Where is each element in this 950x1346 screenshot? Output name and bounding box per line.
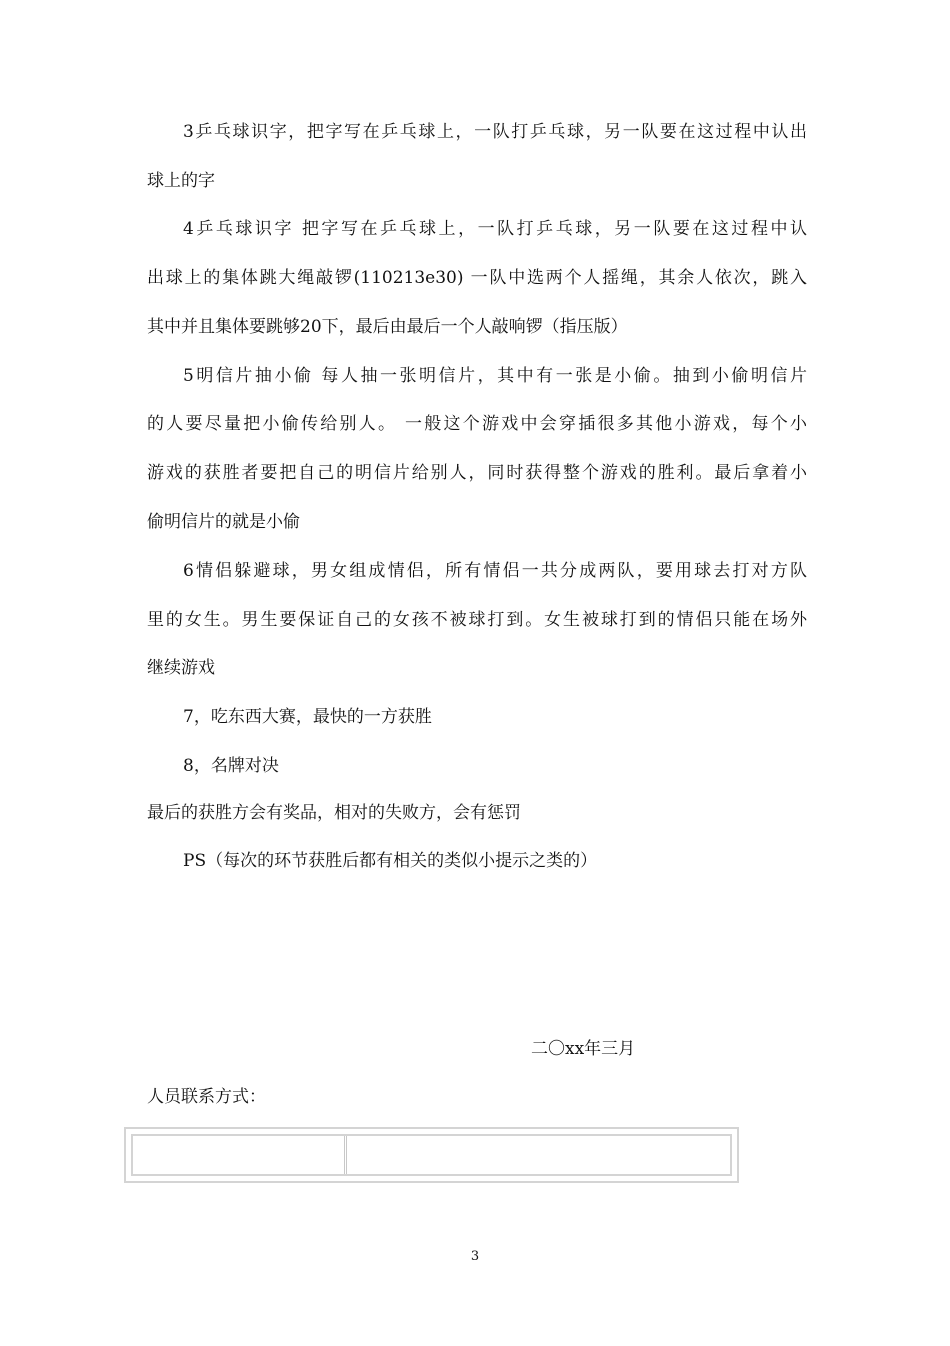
paragraph-line: 8，名牌对决	[183, 756, 279, 776]
contact-table-cell	[347, 1136, 730, 1174]
paragraph-line: 4乒乓球识字 把字写在乒乓球上，一队打乒乓球，另一队要在这过程中认	[183, 219, 807, 239]
paragraph-line: 最后的获胜方会有奖品，相对的失败方，会有惩罚	[147, 803, 521, 823]
date-line: 二〇xx年三月	[531, 1039, 636, 1059]
paragraph-line: 5明信片抽小偷 每人抽一张明信片，其中有一张是小偷。抽到小偷明信片	[183, 366, 807, 386]
paragraph-line: 3乒乓球识字，把字写在乒乓球上，一队打乒乓球，另一队要在这过程中认出	[183, 122, 807, 142]
contact-table-cell	[133, 1136, 347, 1174]
paragraph-line: 球上的字	[147, 171, 215, 191]
paragraph-line: 偷明信片的就是小偷	[147, 512, 300, 532]
paragraph-line: 7，吃东西大赛，最快的一方获胜	[183, 707, 432, 727]
page-number: 3	[470, 1249, 480, 1264]
paragraph-line: 游戏的获胜者要把自己的明信片给别人，同时获得整个游戏的胜利。最后拿着小	[147, 463, 807, 483]
paragraph-line: 的人要尽量把小偷传给别人。 一般这个游戏中会穿插很多其他小游戏，每个小	[147, 414, 807, 434]
contact-table-row	[131, 1134, 732, 1176]
paragraph-line: 里的女生。男生要保证自己的女孩不被球打到。女生被球打到的情侣只能在场外	[147, 610, 807, 630]
paragraph-line: 6情侣躲避球，男女组成情侣，所有情侣一共分成两队，要用球去打对方队	[183, 561, 807, 581]
contact-table	[124, 1127, 739, 1183]
paragraph-line: PS（每次的环节获胜后都有相关的类似小提示之类的）	[183, 851, 598, 871]
paragraph-line: 其中并且集体要跳够20下，最后由最后一个人敲响锣（指压版）	[147, 317, 628, 337]
paragraph-line: 出球上的集体跳大绳敲锣(110213e30) 一队中选两个人摇绳，其余人依次，跳入	[147, 268, 807, 288]
contact-label: 人员联系方式：	[147, 1087, 266, 1107]
paragraph-line: 继续游戏	[147, 658, 215, 678]
